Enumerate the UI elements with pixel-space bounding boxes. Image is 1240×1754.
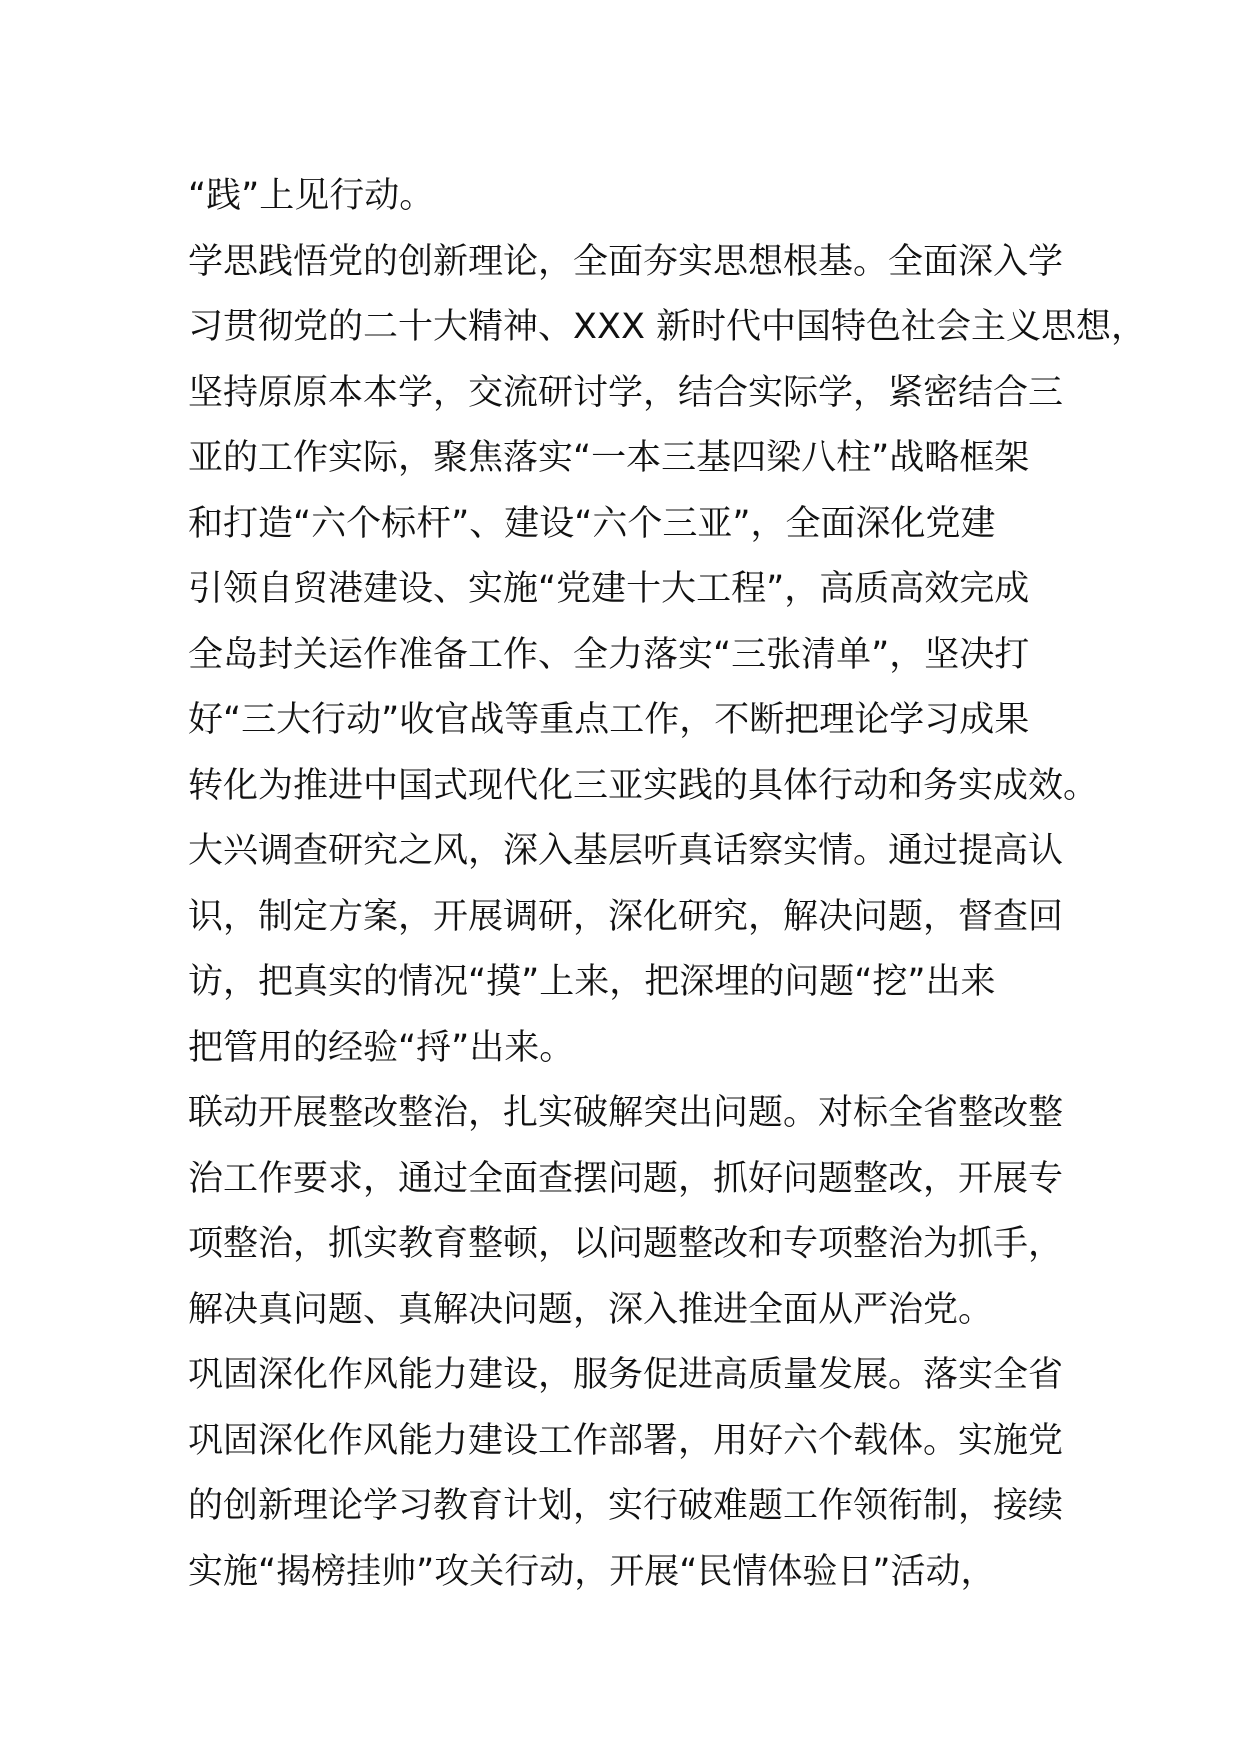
text-line: 巩固深化作风能力建设，服务促进高质量发展。落实全省 — [188, 1355, 1064, 1395]
text-line: 把管用的经验“捋”出来。 — [188, 1027, 575, 1068]
text-line: 解决真问题、真解决问题，深入推进全面从严治党。 — [188, 1289, 994, 1330]
text-line: 实施“揭榜挂帅”攻关行动，开展“民情体验日”活动， — [188, 1551, 996, 1592]
text-line: 的创新理论学习教育计划，实行破难题工作领衔制，接续 — [188, 1486, 1064, 1526]
text-line: 转化为推进中国式现代化三亚实践的具体行动和务实成效。 — [188, 765, 1099, 806]
text-line: 治工作要求，通过全面查摆问题，抓好问题整改，开展专 — [188, 1158, 1064, 1199]
text-line: 学思践悟党的创新理论，全面夯实思想根基。全面深入学 — [188, 241, 1064, 282]
body-text — [188, 164, 1147, 1605]
text-line: 习贯彻党的二十大精神、XXX 新时代中国特色社会主义思想， — [188, 307, 1147, 347]
text-line: 识，制定方案，开展调研，深化研究，解决问题，督查回 — [188, 896, 1064, 937]
text-line: 联动开展整改整治，扎实破解突出问题。对标全省整改整 — [188, 1093, 1064, 1133]
text-line: 好“三大行动”收官战等重点工作，不断把理论学习成果 — [188, 700, 1030, 740]
text-line: 引领自贸港建设、实施“党建十大工程”，高质高效完成 — [188, 569, 1030, 609]
text-line: 项整治，抓实教育整顿，以问题整改和专项整治为抓手， — [188, 1224, 1064, 1264]
text-line: 访，把真实的情况“摸”上来，把深埋的问题“挖”出来 — [188, 962, 996, 1002]
text-line: 全岛封关运作准备工作、全力落实“三张清单”，坚决打 — [188, 634, 1030, 675]
text-line: 坚持原原本本学，交流研讨学，结合实际学，紧密结合三 — [188, 372, 1064, 413]
text-line: 和打造“六个标杆”、建设“六个三亚”，全面深化党建 — [188, 503, 996, 544]
text-line: 大兴调查研究之风，深入基层听真话察实情。通过提高认 — [188, 831, 1064, 871]
text-line: “践”上见行动。 — [188, 176, 435, 216]
text-line: 亚的工作实际，聚焦落实“一本三基四梁八柱”战略框架 — [188, 438, 1030, 478]
text-line: 巩固深化作风能力建设工作部署，用好六个载体。实施党 — [188, 1420, 1064, 1461]
